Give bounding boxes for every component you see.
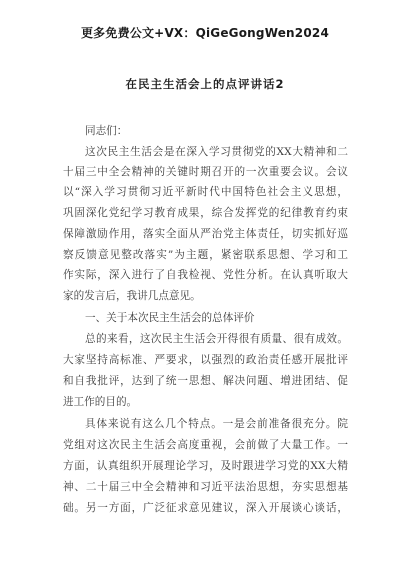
body-line: 十届三中全会精神的关键时期召开的一次重要会议。会议	[63, 166, 348, 178]
body-line: 大家坚持高标准、严要求，以强烈的政治责任感开展批评	[63, 354, 348, 366]
body-line: 作实际，深入进行了自我检视、党性分析。在认真听取大	[63, 269, 348, 281]
body-line: 察反馈意见整改落实”为主题，紧密联系思想、学习和工	[63, 249, 348, 261]
salutation: 同志们：	[85, 125, 128, 137]
body-line: 家的发言后，我讲几点意见。	[63, 290, 201, 302]
body-line: 础。另一方面，广泛征求意见建议，深入开展谈心谈话，	[63, 502, 348, 514]
body-line: 党组对这次民主生活会高度重视，会前做了大量工作。一	[63, 439, 348, 451]
body-line: 这次民主生活会是在深入学习贯彻党的XX大精神和二	[85, 146, 348, 158]
body-line: 以“深入学习贯彻习近平新时代中国特色社会主义思想，	[63, 186, 348, 198]
promo-header: 更多免费公文+VX：QiGeGongWen2024	[80, 26, 329, 40]
document-title: 在民主生活会上的点评讲话2	[125, 77, 285, 91]
body-line: 巩固深化党纪学习教育成果，综合发挥党的纪律教育约束	[63, 207, 348, 219]
section-heading: 一、关于本次民主生活会的总体评价	[85, 312, 255, 324]
body-line: 总的来看，这次民主生活会开得很有质量、很有成效。	[85, 333, 348, 345]
body-line: 神、二十届三中全会精神和习近平法治思想，夯实思想基	[63, 481, 348, 493]
body-line: 进工作的目的。	[63, 396, 138, 408]
body-line: 具体来说有这么几个特点。一是会前准备很充分。院	[85, 418, 348, 430]
body-line: 和自我批评，达到了统一思想、解决问题、增进团结、促	[63, 375, 348, 387]
body-line: 保障激励作用，落实全面从严治党主体责任，切实抓好巡	[63, 228, 348, 240]
body-line: 方面，认真组织开展理论学习，及时跟进学习党的XX大精	[63, 460, 348, 472]
